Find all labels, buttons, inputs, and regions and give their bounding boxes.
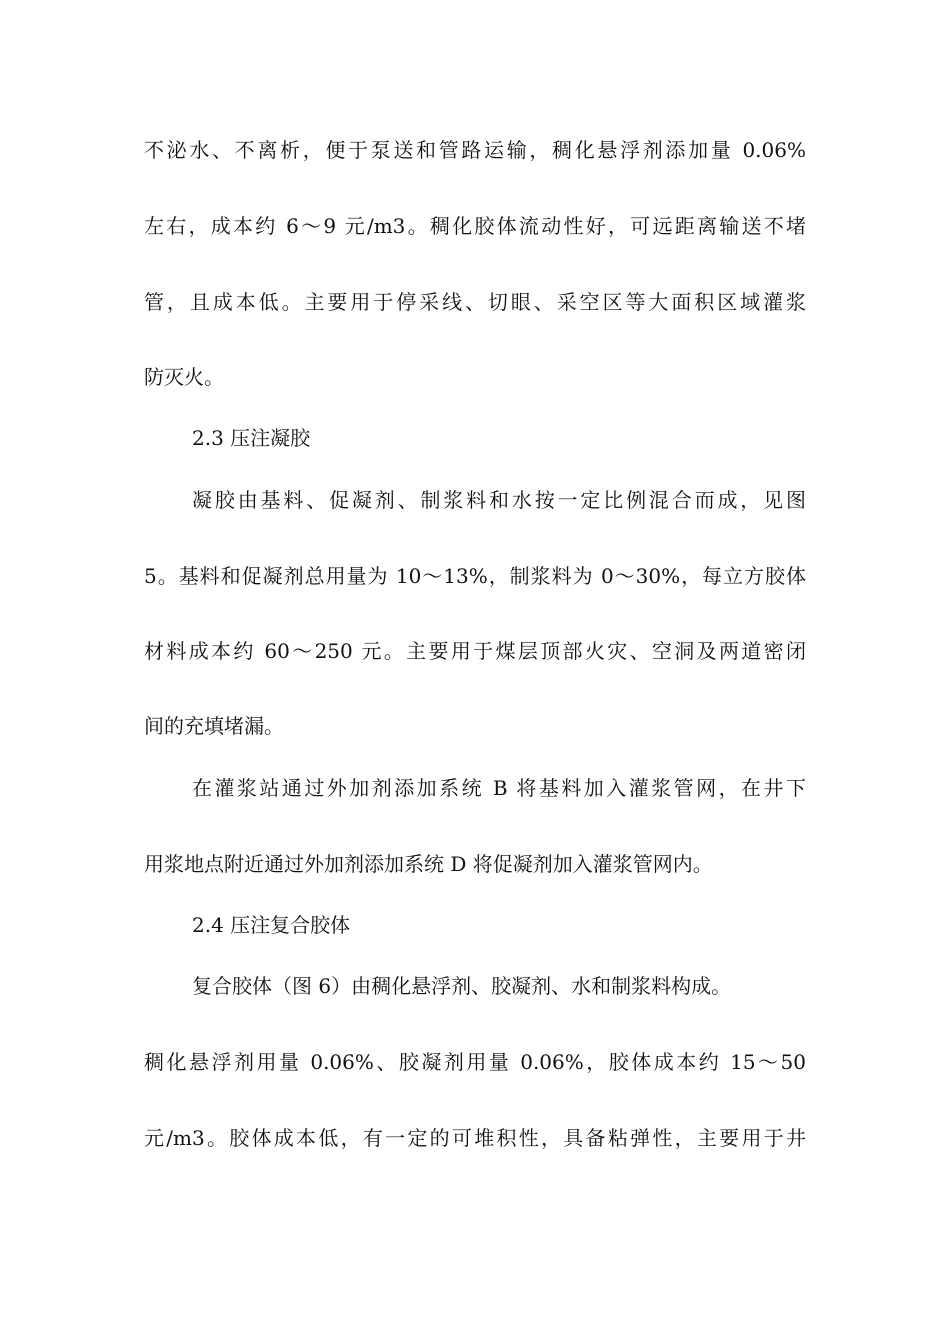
section-heading-2-4: 2.4 压注复合胶体 [192, 913, 351, 937]
paragraph-line-9: 在灌浆站通过外加剂添加系统 B 将基料加入灌浆管网，在井下 [192, 776, 806, 800]
paragraph-line-3: 管，且成本低。主要用于停采线、切眼、采空区等大面积区域灌浆 [144, 290, 806, 314]
paragraph-line-2: 左右，成本约 6～9 元/m3。稠化胶体流动性好，可远距离输送不堵 [144, 214, 806, 238]
paragraph-line-5: 凝胶由基料、促凝剂、制浆料和水按一定比例混合而成，见图 [192, 488, 806, 512]
paragraph-line-1: 不泌水、不离析，便于泵送和管路运输，稠化悬浮剂添加量 0.06% [144, 138, 806, 162]
paragraph-line-13: 元/m3。胶体成本低，有一定的可堆积性，具备粘弹性，主要用于井 [144, 1126, 806, 1150]
paragraph-line-8: 间的充填堵漏。 [144, 714, 284, 738]
paragraph-line-12: 稠化悬浮剂用量 0.06%、胶凝剂用量 0.06%，胶体成本约 15～50 [144, 1050, 806, 1074]
section-heading-2-3: 2.3 压注凝胶 [192, 426, 311, 450]
paragraph-line-11: 复合胶体（图 6）由稠化悬浮剂、胶凝剂、水和制浆料构成。 [192, 974, 732, 998]
paragraph-line-7: 材料成本约 60～250 元。主要用于煤层顶部火灾、空洞及两道密闭 [144, 639, 806, 663]
paragraph-line-6: 5。基料和促凝剂总用量为 10～13%，制浆料为 0～30%，每立方胶体 [144, 564, 806, 588]
paragraph-line-10: 用浆地点附近通过外加剂添加系统 D 将促凝剂加入灌浆管网内。 [144, 852, 713, 876]
paragraph-line-4: 防灭火。 [144, 365, 224, 389]
